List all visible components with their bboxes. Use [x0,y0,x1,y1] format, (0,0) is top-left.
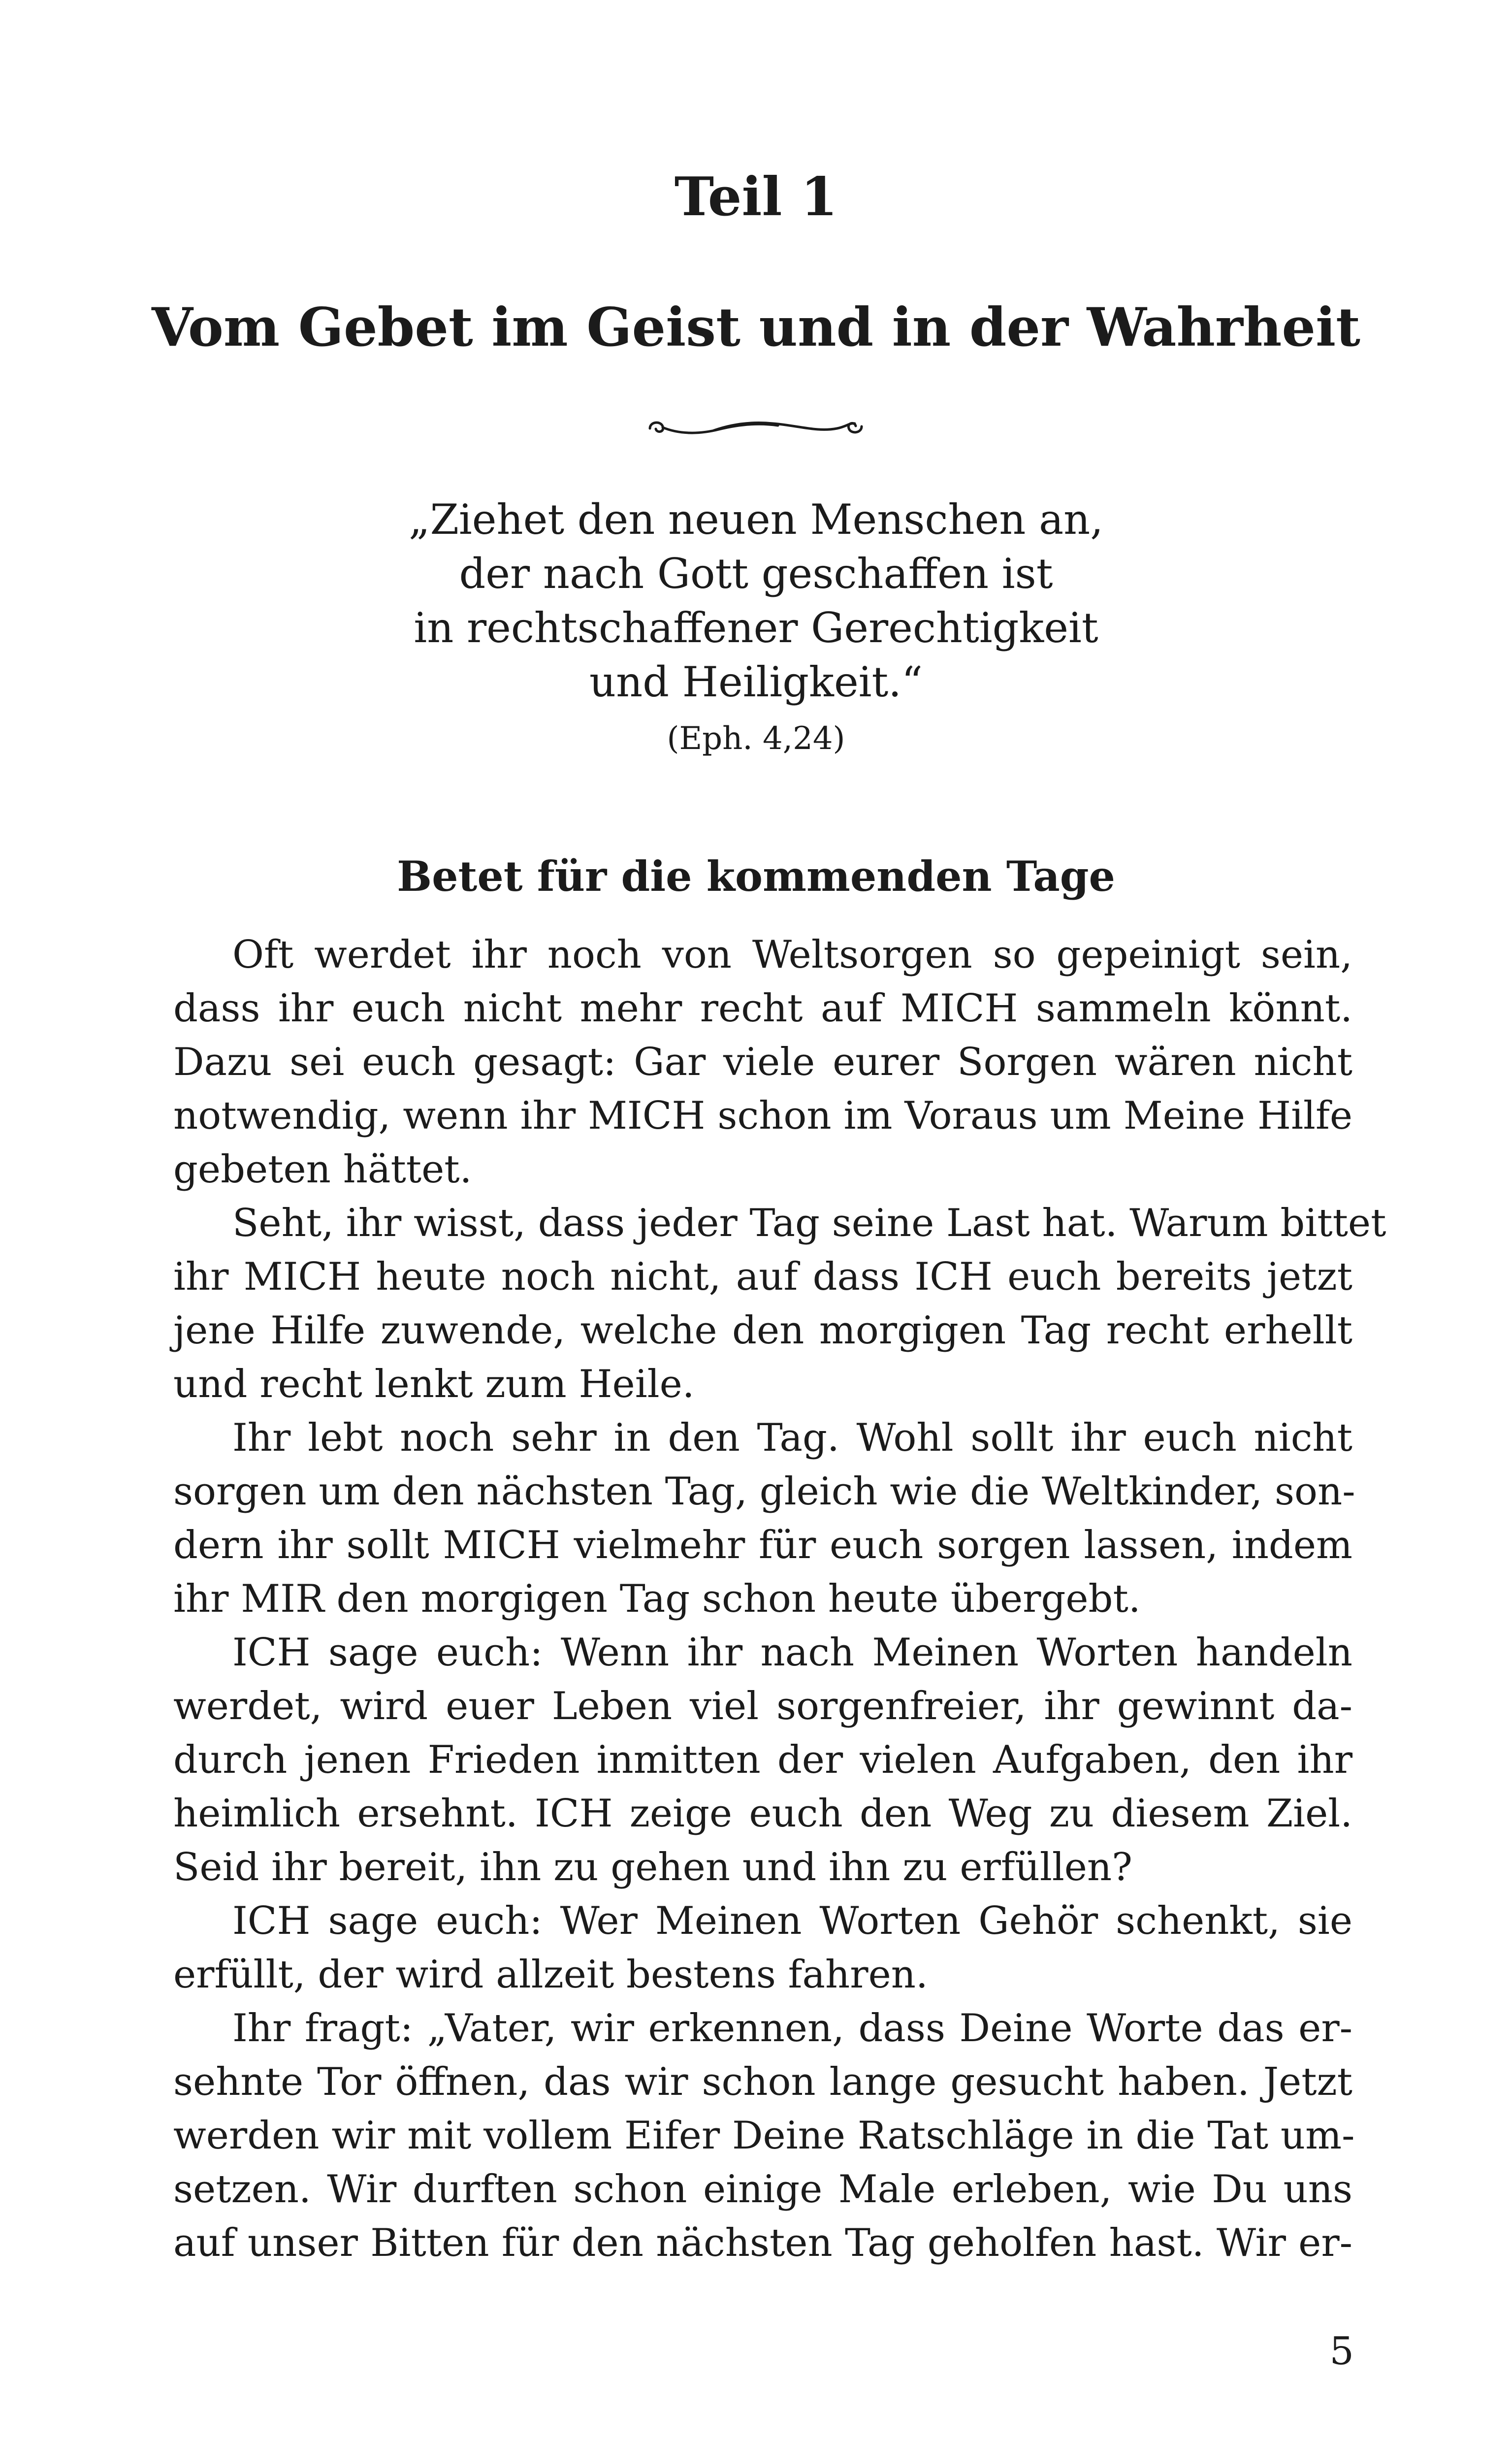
chapter-title: Vom Gebet im Geist und in der Wahrheit [151,296,1361,358]
body-line: Ihr lebt noch sehr in den Tag. Wohl sollt ihr euch nicht [232,1416,1352,1460]
body-line: werdet, wird euer Leben viel sorgenfreier, ihr gewinnt da- [173,1684,1352,1728]
body-line: auf unser Bitten für den nächsten Tag geholfen hast. Wir er- [173,2221,1352,2265]
body-line: dass ihr euch nicht mehr recht auf MICH sammeln könnt. [173,986,1352,1031]
body-line: Dazu sei euch gesagt: Gar viele eurer Sorgen wären nicht [173,1040,1352,1084]
body-line: Ihr fragt: „Vater, wir erkennen, dass Deine Worte das er- [232,2006,1352,2051]
body-line: Seid ihr bereit, ihn zu gehen und ihn zu erfüllen? [173,1845,1132,1889]
body-line: sehnte Tor öffnen, das wir schon lange gesucht haben. Jetzt [173,2060,1352,2104]
part-title: Teil 1 [674,166,838,228]
body-line: dern ihr sollt MICH vielmehr für euch sorgen lassen, indem [173,1523,1352,1567]
body-line: ihr MICH heute noch nicht, auf dass ICH euch bereits jetzt [173,1255,1352,1299]
body-line: Oft werdet ihr noch von Weltsorgen so gepeinigt sein, [232,933,1352,977]
body-line: sorgen um den nächsten Tag, gleich wie die Weltkinder, son- [173,1469,1355,1514]
body-line: setzen. Wir durften schon einige Male erleben, wie Du uns [173,2167,1352,2212]
section-title: Betet für die kommenden Tage [397,852,1115,901]
body-line: erfüllt, der wird allzeit bestens fahren. [173,1953,928,1997]
body-line: heimlich ersehnt. ICH zeige euch den Weg zu diesem Ziel. [173,1792,1352,1836]
body-line: durch jenen Frieden inmitten der vielen Aufgaben, den ihr [173,1738,1352,1782]
body-line: gebeten hättet. [173,1147,472,1192]
motto-quote [0,492,1512,709]
body-line: ihr MIR den morgigen Tag schon heute übergebt. [173,1577,1141,1621]
body-line: ICH sage euch: Wer Meinen Worten Gehör schenkt, sie [232,1899,1352,1943]
motto-reference: (Eph. 4,24) [667,720,845,757]
body-line: ICH sage euch: Wenn ihr nach Meinen Worten handeln [232,1630,1352,1675]
body-line: jene Hilfe zuwende, welche den morgigen Tag recht erhellt [173,1308,1352,1353]
motto-line: und Heiligkeit.“ [589,658,923,706]
page-number: 5 [1329,2329,1354,2374]
motto-line: der nach Gott geschaffen ist [459,550,1053,598]
flourish-divider-icon [640,413,871,442]
body-line: notwendig, wenn ihr MICH schon im Voraus um Meine Hilfe [173,1094,1352,1138]
motto-line: in rechtschaffener Gerechtigkeit [414,604,1098,652]
body-line: Seht, ihr wisst, dass jeder Tag seine Last hat. Warum bittet [232,1201,1386,1245]
body-line: werden wir mit vollem Eifer Deine Ratschläge in die Tat um- [173,2114,1355,2158]
body-text [173,928,1386,2270]
motto-line: „Ziehet den neuen Menschen an, [409,495,1103,544]
body-line: und recht lenkt zum Heile. [173,1362,695,1406]
